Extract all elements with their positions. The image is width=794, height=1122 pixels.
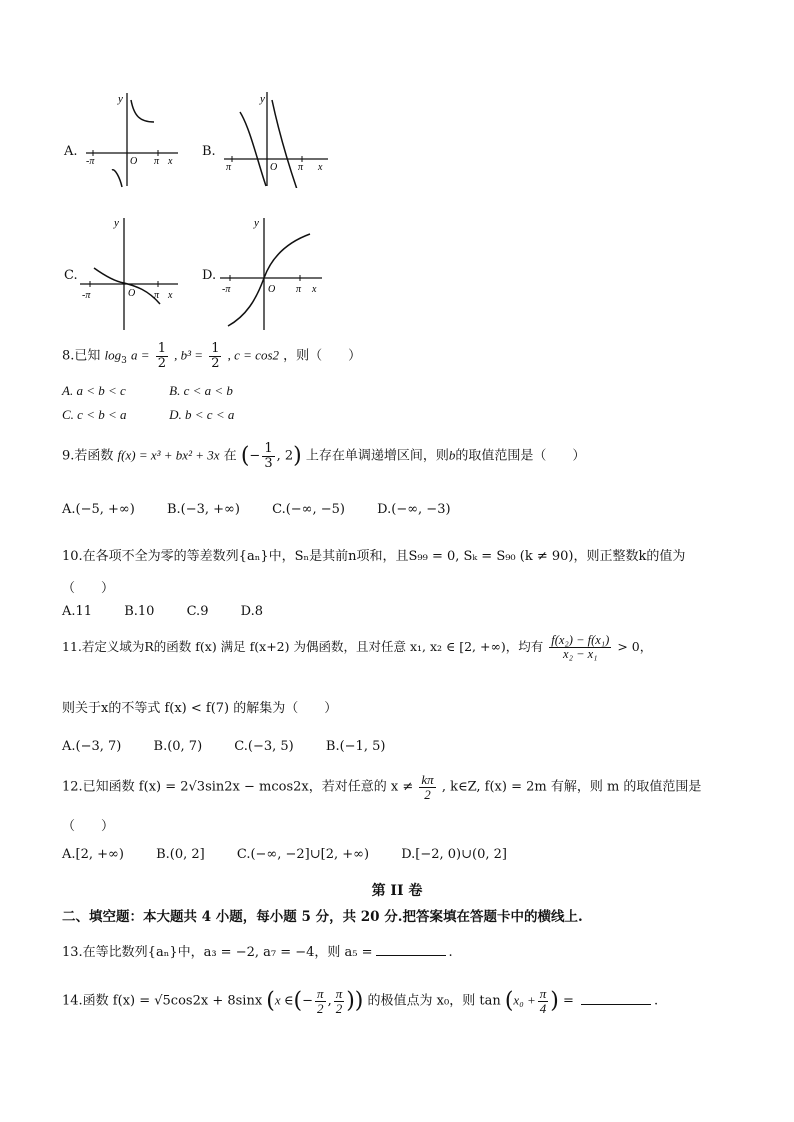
q12-option-b[interactable]: B.(0, 2] (156, 847, 205, 862)
question-13 (62, 941, 453, 960)
q10-option-c[interactable]: C.9 (186, 604, 209, 619)
q11-options (62, 739, 413, 754)
q14-fraction-right: $\frac{\pi}{2}$ (335, 986, 343, 1016)
q14-fraction-tan: $\frac{\pi}{4}$ (539, 986, 547, 1016)
q14-end: . (654, 993, 659, 1009)
graph-b-curve-right (272, 100, 300, 188)
q12-option-d[interactable]: D.[−2, 0)∪(0, 2] (401, 847, 507, 862)
q9-option-a[interactable]: A.(−5, +∞) (62, 502, 135, 517)
q11-option-d[interactable]: B.(−1, 5) (325, 739, 386, 754)
q9-option-c[interactable]: C.(−∞, −5) (272, 502, 346, 517)
q9-text3: 上存在单调递增区间，则 (305, 448, 449, 464)
graph-c-origin: O (128, 288, 136, 299)
q11-option-b[interactable]: B.(0, 7) (153, 739, 203, 754)
q8-prefix: 8.已知 (62, 348, 101, 364)
q14-x-in: x ∈ (274, 992, 294, 1008)
q8-log: log (104, 347, 122, 363)
q12-line2: （ ） (62, 819, 115, 834)
q9-text1: 9.若函数 (62, 448, 118, 464)
q8-option-c[interactable]: C. c < b < a (62, 407, 127, 422)
q8-a-eq: a = (131, 347, 150, 363)
q13-answer-blank[interactable] (376, 943, 446, 956)
graph-c-x-label: x (168, 290, 173, 301)
graph-c (78, 212, 183, 332)
option-c-label: C. (64, 268, 78, 283)
q9-var: b (448, 447, 456, 463)
graph-b-y-label: y (260, 93, 265, 105)
q11-option-c[interactable]: C.(−3, 5) (234, 739, 294, 754)
q8-b-eq: , b³ = (174, 347, 204, 363)
graph-b-tick-right: π (298, 162, 304, 173)
graph-b (222, 88, 332, 188)
q12-text1: 12.已知函数 f(x) = 2√3sin2x − mcos2x，若对任意的 x ≠ (62, 779, 414, 795)
graph-b-curve-left (240, 112, 266, 186)
q8-option-d[interactable]: D. b < c < a (169, 407, 235, 422)
graph-a (82, 88, 182, 188)
q10-line2: （ ） (62, 581, 115, 596)
q8-fraction-b: $\frac{1}{2}$ (211, 341, 220, 371)
q9-option-b[interactable]: B.(−3, +∞) (166, 502, 240, 517)
graph-b-x-label: x (318, 162, 323, 173)
q14-text2: 的极值点为 x₀，则 tan (367, 993, 501, 1009)
q13-end: . (448, 945, 453, 960)
option-d-label: D. (202, 268, 217, 283)
q8-options-row2 (62, 407, 234, 423)
graph-d-origin: O (268, 284, 276, 295)
graph-d-tick-right: π (296, 284, 302, 295)
q9-options (62, 502, 479, 517)
graph-a-tick-right: π (154, 156, 160, 167)
graph-a-curve-upper (131, 100, 154, 122)
q10-option-a[interactable]: A.11 (62, 604, 93, 619)
q9-interval-tail: , 2 (276, 448, 294, 464)
graph-b-origin: O (270, 162, 278, 173)
q13-text: 13.在等比数列{aₙ}中，a₃ = −2, a₇ = −4，则 a₅ = (62, 945, 373, 960)
q8-c-eq: , c = cos2 (227, 347, 279, 363)
q11-text2: > 0， (617, 639, 653, 655)
graph-d (218, 212, 328, 332)
question-11 (62, 634, 652, 661)
q9-fraction: $\frac{1}{3}$ (264, 441, 273, 471)
q14-x0: x₀ + (513, 992, 536, 1008)
q14-text1: 14.函数 f(x) = √5cos2x + 8sinx (62, 993, 263, 1009)
q8-option-b[interactable]: B. c < a < b (169, 383, 233, 398)
q10-options (62, 604, 291, 619)
q12-fraction: $\frac{k\pi}{2}$ (421, 772, 434, 802)
question-10: 10.在各项不全为零的等差数列{aₙ}中，Sₙ是其前n项和，且S₉₉ = 0, Sₖ = S₉₀ (k ≠ 90)，则正整数k的值为 (62, 549, 686, 564)
q9-text2: 在 (223, 448, 237, 464)
q12-option-c[interactable]: C.(−∞, −2]∪[2, +∞) (236, 847, 370, 862)
q11-text1: 11.若定义域为R的函数 f(x) 满足 f(x+2) 为偶函数，且对任意 x₁, x₂ ∈ [2, +∞)，均有 (62, 639, 544, 655)
q12-options (62, 847, 535, 862)
q14-answer-blank[interactable] (581, 992, 651, 1005)
section-heading: 二、填空题：本大题共 4 小题，每小题 5 分，共 20 分.把答案填在答题卡中的横线上. (62, 909, 583, 925)
graph-a-origin: O (130, 156, 138, 167)
graph-d-tick-left: -π (222, 284, 231, 295)
q8-fraction-a: $\frac{1}{2}$ (157, 341, 166, 371)
graph-a-x-label: x (168, 156, 173, 167)
graph-c-curve (94, 268, 160, 304)
graph-c-tick-right: π (154, 290, 160, 301)
section-title: 第 II 卷 (371, 883, 423, 899)
q12-option-a[interactable]: A.[2, +∞) (62, 847, 124, 862)
q11-fraction: $\frac{\text{f(x₂) − f(x₁)}}{\text{x₂ − x₁}}$ (551, 633, 610, 662)
question-8 (62, 342, 361, 370)
q10-option-d[interactable]: D.8 (240, 604, 263, 619)
graph-d-y-label: y (254, 217, 259, 229)
q12-text2: , k∈Z, f(x) = 2m 有解，则 m 的取值范围是 (441, 779, 702, 795)
q9-option-d[interactable]: D.(−∞, −3) (377, 502, 451, 517)
graph-d-curve (228, 234, 310, 326)
graph-b-tick-left: π (226, 162, 232, 173)
q8-options-row1 (62, 383, 233, 399)
q14-fraction-left: $\frac{\pi}{2}$ (317, 986, 324, 1016)
q10-option-b[interactable]: B.10 (124, 604, 155, 619)
q8-suffix: ，则（ ） (283, 348, 362, 364)
graph-c-tick-left: -π (82, 290, 91, 301)
graph-d-x-label: x (312, 284, 317, 295)
option-a-label: A. (64, 144, 78, 159)
question-9: 9.若函数 f(x) = x³ + bx² + 3x 在 (− $\frac{1}{3}$ , 2) 上存在单调递增区间，则b的取值范围是（ ） (62, 441, 586, 471)
q11-option-a[interactable]: A.(−3, 7) (62, 739, 122, 754)
q9-func: f(x) = x³ + bx² + 3x (117, 447, 220, 463)
q9-text4: 的取值范围是（ ） (455, 448, 586, 464)
graph-c-y-label: y (114, 217, 119, 229)
graph-a-curve-lower (112, 170, 122, 187)
q8-log-base: 3 (121, 356, 127, 367)
graph-a-tick-left: -π (86, 156, 95, 167)
option-b-label: B. (202, 144, 216, 159)
question-14: 14.函数 f(x) = √5cos2x + 8sinx (x ∈(− $\frac{\pi}{2}$ , $\frac{\pi}{2}$ )) 的极值点为 x₀，则 tan (x₀ + $\frac{\pi}{4}$ ) = . (62, 986, 659, 1016)
q11-line2: 则关于x的不等式 f(x) < f(7) 的解集为（ ） (62, 701, 338, 716)
question-12 (62, 773, 701, 801)
graph-a-y-label: y (118, 93, 123, 105)
q8-option-a[interactable]: A. a < b < c (62, 383, 126, 398)
